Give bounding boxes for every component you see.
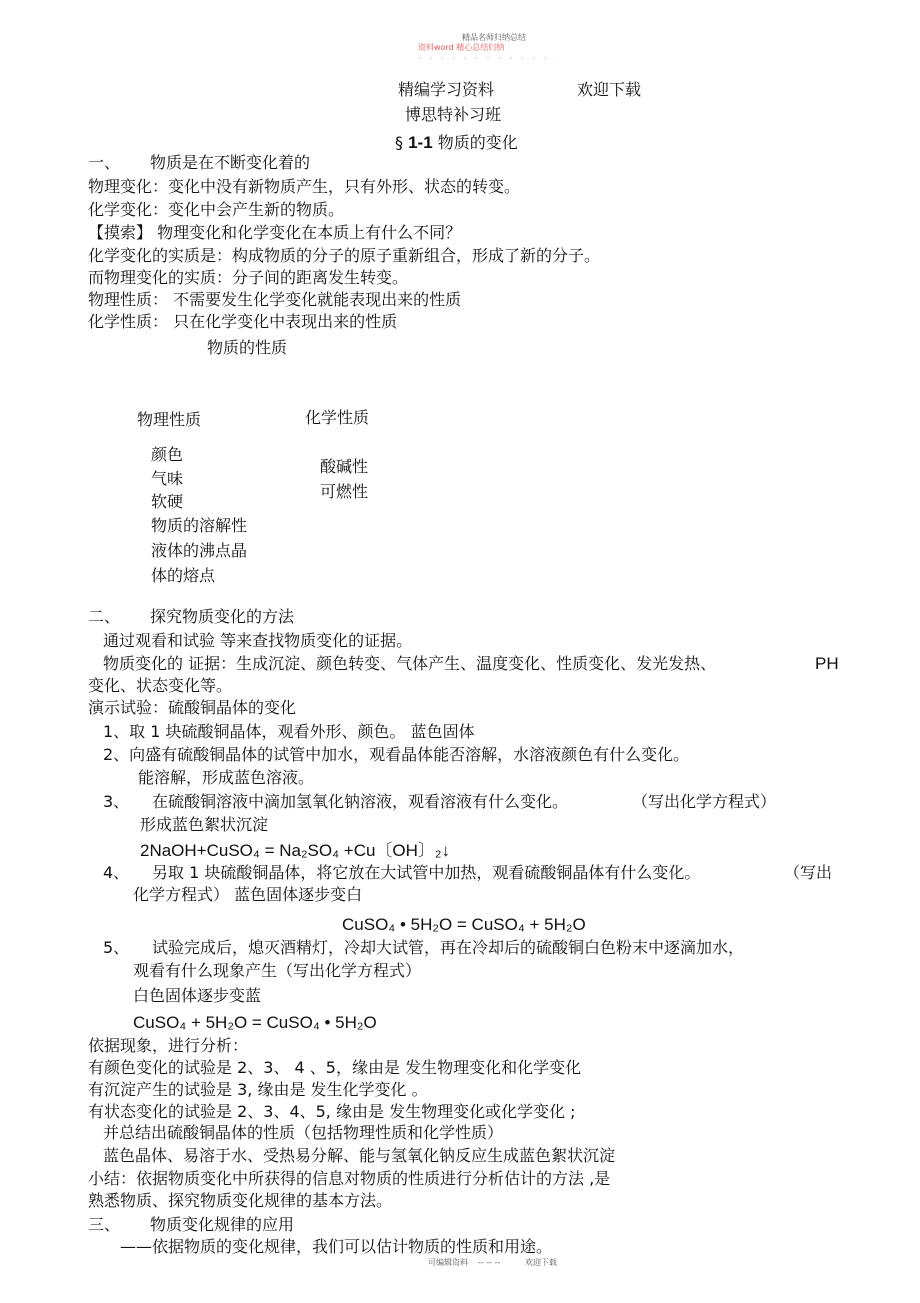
answer: 形成蓝色絮状沉淀: [140, 815, 269, 834]
watermark-sub: 资料word 精心总结归纳: [418, 43, 505, 52]
section-mark: §: [395, 133, 403, 152]
section-title-text: 物质的变化: [437, 133, 518, 152]
paragraph: 通过观看和试验 等来查找物质变化的证据。: [103, 631, 413, 650]
equation-2: CuSO₄ • 5H₂O = CuSO₄ + 5H₂O: [342, 915, 586, 934]
experiment-3-num: 3、: [103, 792, 130, 811]
physical-item: 软硬: [151, 492, 184, 511]
chemical-item: 可燃性: [320, 482, 369, 501]
s3-num: 三、: [88, 1215, 121, 1234]
experiment-4-num: 4、: [103, 863, 130, 882]
physical-item: 液体的沸点晶: [151, 541, 248, 560]
experiment-1: 1、取 1 块硫酸铜晶体，观看外形、颜色。 蓝色固体: [103, 722, 475, 741]
watermark-dashes: - - - - - - - - - - - -: [418, 53, 550, 62]
diagram-root: 物质的性质: [207, 338, 288, 357]
paragraph: 而物理变化的实质：分子间的距离发生转变。: [88, 268, 409, 287]
chemical-item: 酸碱性: [320, 457, 369, 476]
paragraph: 化学性质： 只在化学变化中表现出来的性质: [88, 312, 398, 331]
header-left: 精编学习资料: [398, 80, 495, 99]
paragraph: 依据现象，进行分析：: [88, 1036, 249, 1055]
summary: 熟悉物质、探究物质变化规律的基本方法。: [88, 1191, 393, 1210]
paragraph: 蓝色晶体、易溶于水、受热易分解、能与氢氧化钠反应生成蓝色絮状沉淀: [103, 1146, 616, 1165]
s3-title: 物质变化规律的应用: [150, 1215, 295, 1234]
paragraph: 化学变化：变化中会产生新的物质。: [88, 200, 345, 219]
s1-title: 物质是在不断变化着的: [150, 153, 311, 172]
physical-item: 物质的溶解性: [151, 516, 248, 535]
s2-title: 探究物质变化的方法: [150, 607, 295, 626]
paragraph: 演示试验：硫酸铜晶体的变化: [88, 698, 297, 717]
physical-item: 气味: [151, 469, 184, 488]
section-number: 1-1: [408, 133, 433, 152]
analysis: 有沉淀产生的试验是 3, 缘由是 发生化学变化 。: [88, 1080, 428, 1099]
physical-item: 体的熔点: [151, 566, 216, 585]
school-name: 博思特补习班: [405, 105, 502, 124]
experiment-4: 另取 1 块硫酸铜晶体，将它放在大试管中加热，观看硫酸铜晶体有什么变化。: [152, 863, 701, 882]
answer: 白色固体逐步变蓝: [133, 986, 262, 1005]
experiment-5: 试验完成后，熄灭酒精灯，冷却大试管，再在冷却后的硫酸铜白色粉末中逐滴加水，: [152, 938, 745, 957]
experiment-4-note: （写出: [784, 863, 833, 882]
analysis: 有颜色变化的试验是 2、3、 4 、5，缘由是 发生物理变化和化学变化: [88, 1058, 582, 1077]
section-title: [395, 133, 518, 153]
experiment-5-num: 5、: [103, 938, 130, 957]
paragraph: 物理性质： 不需要发生化学变化就能表现出来的性质: [88, 290, 462, 309]
equation-3: CuSO₄ + 5H₂O = CuSO₄ • 5H₂O: [133, 1013, 377, 1032]
footer-left: 可编辑资料: [428, 1258, 468, 1267]
footer-dashes: -- -- --: [478, 1258, 501, 1267]
equation-1: 2NaOH+CuSO₄ = Na₂SO₄ +Cu〔OH〕₂↓: [140, 841, 451, 860]
paragraph: 【摸索】 物理变化和化学变化在本质上有什么不同？: [88, 223, 462, 242]
diagram-physical: 物理性质: [137, 410, 202, 429]
paragraph: 变化、状态变化等。: [88, 676, 233, 695]
header-right: 欢迎下载: [577, 80, 642, 99]
experiment-3: 在硫酸铜溶液中滴加氢氧化钠溶液，观看溶液有什么变化。: [152, 792, 569, 811]
s1-num: 一、: [88, 153, 121, 172]
experiment-3-note: （写出化学方程式）: [632, 792, 777, 811]
summary: 小结：依据物质变化中所获得的信息对物质的性质进行分析估计的方法 ,是: [88, 1169, 611, 1188]
paragraph: 观看有什么现象产生（写出化学方程式）: [133, 961, 422, 980]
physical-item: 颜色: [151, 445, 184, 464]
footer-right: 欢迎下载: [525, 1258, 557, 1267]
paragraph: 并总结出硫酸铜晶体的性质（包括物理性质和化学性质）: [103, 1123, 504, 1142]
paragraph: ——依据物质的变化规律，我们可以估计物质的性质和用途。: [120, 1237, 553, 1256]
diagram-chemical: 化学性质: [305, 408, 370, 427]
paragraph: 物质变化的 证据：生成沉淀、颜色转变、气体产生、温度变化、性质变化、发光发热、: [103, 654, 717, 673]
analysis: 有状态变化的试验是 2、3、4、5, 缘由是 发生物理变化或化学变化 ;: [88, 1102, 576, 1121]
watermark-top: 精品名师归纳总结: [462, 33, 526, 42]
answer: 化学方程式） 蓝色固体逐步变白: [133, 885, 363, 904]
answer: 能溶解，形成蓝色溶液。: [138, 768, 315, 787]
s2-num: 二、: [88, 607, 121, 626]
paragraph: 物理变化：变化中没有新物质产生，只有外形、状态的转变。: [88, 177, 521, 196]
paragraph: 化学变化的实质是：构成物质的分子的原子重新组合，形成了新的分子。: [88, 246, 601, 265]
experiment-2: 2、向盛有硫酸铜晶体的试管中加水，观看晶体能否溶解，水溶液颜色有什么变化。: [103, 745, 690, 764]
paragraph: PH: [815, 654, 839, 673]
